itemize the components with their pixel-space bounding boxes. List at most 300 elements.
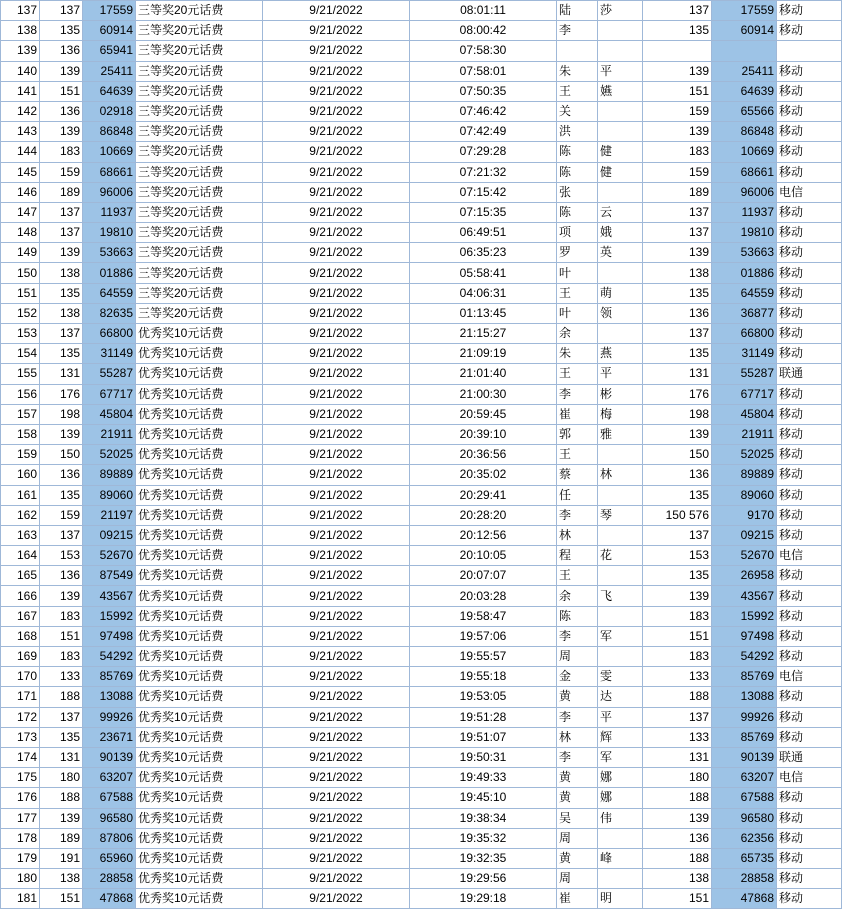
date-cell[interactable]: 9/21/2022 — [263, 202, 410, 222]
surname-cell[interactable]: 吴 — [557, 808, 598, 828]
table-row[interactable] — [1, 889, 842, 909]
ticket-number-left-cell[interactable]: 137 — [40, 202, 83, 222]
ticket-number-right-cell[interactable]: 151 — [643, 81, 712, 101]
time-cell[interactable]: 07:58:01 — [410, 61, 557, 81]
selected-code-2-cell[interactable]: 36877 — [712, 303, 777, 323]
table-row[interactable] — [1, 485, 842, 505]
given-name-cell[interactable]: 林 — [598, 465, 643, 485]
prize-type-cell[interactable]: 三等奖20元话费 — [136, 21, 263, 41]
time-cell[interactable]: 01:13:45 — [410, 303, 557, 323]
selected-code-2-cell[interactable]: 52025 — [712, 445, 777, 465]
surname-cell[interactable]: 黄 — [557, 848, 598, 868]
given-name-cell[interactable]: 辉 — [598, 727, 643, 747]
table-row[interactable] — [1, 586, 842, 606]
row-number-cell[interactable]: 156 — [1, 384, 40, 404]
selected-code-cell[interactable]: 31149 — [83, 344, 136, 364]
row-number-cell[interactable]: 166 — [1, 586, 40, 606]
table-row[interactable] — [1, 364, 842, 384]
surname-cell[interactable]: 李 — [557, 384, 598, 404]
given-name-cell[interactable]: 莎 — [598, 1, 643, 21]
date-cell[interactable]: 9/21/2022 — [263, 828, 410, 848]
row-number-cell[interactable]: 177 — [1, 808, 40, 828]
surname-cell[interactable] — [557, 41, 598, 61]
date-cell[interactable]: 9/21/2022 — [263, 223, 410, 243]
prize-type-cell[interactable]: 优秀奖10元话费 — [136, 667, 263, 687]
surname-cell[interactable]: 陈 — [557, 142, 598, 162]
ticket-number-left-cell[interactable]: 137 — [40, 525, 83, 545]
time-cell[interactable]: 20:29:41 — [410, 485, 557, 505]
prize-type-cell[interactable]: 优秀奖10元话费 — [136, 848, 263, 868]
table-row[interactable] — [1, 41, 842, 61]
surname-cell[interactable]: 陈 — [557, 202, 598, 222]
prize-type-cell[interactable]: 优秀奖10元话费 — [136, 747, 263, 767]
time-cell[interactable]: 19:49:33 — [410, 768, 557, 788]
selected-code-cell[interactable]: 54292 — [83, 647, 136, 667]
time-cell[interactable]: 19:32:35 — [410, 848, 557, 868]
table-row[interactable] — [1, 505, 842, 525]
ticket-number-right-cell[interactable]: 139 — [643, 243, 712, 263]
carrier-cell[interactable]: 移动 — [777, 465, 842, 485]
date-cell[interactable]: 9/21/2022 — [263, 424, 410, 444]
row-number-cell[interactable]: 144 — [1, 142, 40, 162]
table-row[interactable] — [1, 848, 842, 868]
table-row[interactable] — [1, 525, 842, 545]
selected-code-cell[interactable]: 64559 — [83, 283, 136, 303]
time-cell[interactable]: 20:10:05 — [410, 546, 557, 566]
selected-code-cell[interactable]: 21911 — [83, 424, 136, 444]
carrier-cell[interactable]: 移动 — [777, 142, 842, 162]
given-name-cell[interactable]: 雯 — [598, 667, 643, 687]
time-cell[interactable]: 19:53:05 — [410, 687, 557, 707]
selected-code-2-cell[interactable]: 86848 — [712, 122, 777, 142]
selected-code-2-cell[interactable]: 97498 — [712, 626, 777, 646]
time-cell[interactable]: 19:35:32 — [410, 828, 557, 848]
carrier-cell[interactable]: 移动 — [777, 283, 842, 303]
row-number-cell[interactable]: 159 — [1, 445, 40, 465]
time-cell[interactable]: 19:38:34 — [410, 808, 557, 828]
ticket-number-left-cell[interactable]: 135 — [40, 485, 83, 505]
carrier-cell[interactable]: 移动 — [777, 243, 842, 263]
ticket-number-right-cell[interactable]: 135 — [643, 485, 712, 505]
given-name-cell[interactable]: 平 — [598, 707, 643, 727]
table-row[interactable] — [1, 162, 842, 182]
time-cell[interactable]: 04:06:31 — [410, 283, 557, 303]
surname-cell[interactable]: 周 — [557, 647, 598, 667]
time-cell[interactable]: 07:15:42 — [410, 182, 557, 202]
time-cell[interactable]: 07:29:28 — [410, 142, 557, 162]
given-name-cell[interactable] — [598, 525, 643, 545]
ticket-number-left-cell[interactable]: 139 — [40, 122, 83, 142]
row-number-cell[interactable]: 141 — [1, 81, 40, 101]
carrier-cell[interactable]: 移动 — [777, 81, 842, 101]
selected-code-2-cell[interactable]: 65735 — [712, 848, 777, 868]
given-name-cell[interactable] — [598, 606, 643, 626]
selected-code-2-cell[interactable]: 60914 — [712, 21, 777, 41]
prize-type-cell[interactable]: 三等奖20元话费 — [136, 101, 263, 121]
selected-code-cell[interactable]: 13088 — [83, 687, 136, 707]
selected-code-cell[interactable]: 55287 — [83, 364, 136, 384]
prize-type-cell[interactable]: 优秀奖10元话费 — [136, 344, 263, 364]
prize-type-cell[interactable]: 三等奖20元话费 — [136, 223, 263, 243]
date-cell[interactable]: 9/21/2022 — [263, 142, 410, 162]
selected-code-cell[interactable]: 89889 — [83, 465, 136, 485]
table-row[interactable] — [1, 202, 842, 222]
date-cell[interactable]: 9/21/2022 — [263, 647, 410, 667]
ticket-number-left-cell[interactable]: 139 — [40, 586, 83, 606]
carrier-cell[interactable]: 电信 — [777, 667, 842, 687]
ticket-number-left-cell[interactable]: 136 — [40, 566, 83, 586]
date-cell[interactable]: 9/21/2022 — [263, 485, 410, 505]
carrier-cell[interactable]: 电信 — [777, 182, 842, 202]
surname-cell[interactable]: 洪 — [557, 122, 598, 142]
ticket-number-right-cell[interactable]: 159 — [643, 162, 712, 182]
ticket-number-right-cell[interactable]: 137 — [643, 324, 712, 344]
given-name-cell[interactable] — [598, 566, 643, 586]
date-cell[interactable]: 9/21/2022 — [263, 626, 410, 646]
table-row[interactable] — [1, 324, 842, 344]
row-number-cell[interactable]: 138 — [1, 21, 40, 41]
ticket-number-right-cell[interactable]: 189 — [643, 182, 712, 202]
selected-code-cell[interactable]: 28858 — [83, 869, 136, 889]
ticket-number-left-cell[interactable]: 189 — [40, 828, 83, 848]
given-name-cell[interactable] — [598, 828, 643, 848]
surname-cell[interactable]: 王 — [557, 283, 598, 303]
row-number-cell[interactable]: 178 — [1, 828, 40, 848]
ticket-number-right-cell[interactable]: 139 — [643, 424, 712, 444]
row-number-cell[interactable]: 179 — [1, 848, 40, 868]
given-name-cell[interactable]: 彬 — [598, 384, 643, 404]
surname-cell[interactable]: 蔡 — [557, 465, 598, 485]
table-row[interactable] — [1, 142, 842, 162]
date-cell[interactable]: 9/21/2022 — [263, 162, 410, 182]
date-cell[interactable]: 9/21/2022 — [263, 21, 410, 41]
carrier-cell[interactable]: 移动 — [777, 445, 842, 465]
ticket-number-right-cell[interactable]: 151 — [643, 626, 712, 646]
carrier-cell[interactable]: 移动 — [777, 586, 842, 606]
ticket-number-right-cell[interactable]: 137 — [643, 1, 712, 21]
row-number-cell[interactable]: 172 — [1, 707, 40, 727]
surname-cell[interactable]: 关 — [557, 101, 598, 121]
table-row[interactable] — [1, 788, 842, 808]
given-name-cell[interactable]: 琴 — [598, 505, 643, 525]
surname-cell[interactable]: 余 — [557, 586, 598, 606]
surname-cell[interactable]: 黄 — [557, 687, 598, 707]
time-cell[interactable]: 19:57:06 — [410, 626, 557, 646]
selected-code-2-cell[interactable]: 68661 — [712, 162, 777, 182]
ticket-number-left-cell[interactable]: 137 — [40, 707, 83, 727]
time-cell[interactable]: 05:58:41 — [410, 263, 557, 283]
ticket-number-left-cell[interactable]: 138 — [40, 263, 83, 283]
date-cell[interactable]: 9/21/2022 — [263, 808, 410, 828]
selected-code-2-cell[interactable]: 99926 — [712, 707, 777, 727]
given-name-cell[interactable] — [598, 263, 643, 283]
time-cell[interactable]: 07:15:35 — [410, 202, 557, 222]
selected-code-2-cell[interactable]: 67588 — [712, 788, 777, 808]
selected-code-cell[interactable]: 67717 — [83, 384, 136, 404]
prize-type-cell[interactable]: 三等奖20元话费 — [136, 303, 263, 323]
table-row[interactable] — [1, 747, 842, 767]
ticket-number-left-cell[interactable]: 136 — [40, 101, 83, 121]
row-number-cell[interactable]: 152 — [1, 303, 40, 323]
selected-code-2-cell[interactable]: 67717 — [712, 384, 777, 404]
ticket-number-left-cell[interactable]: 135 — [40, 344, 83, 364]
prize-type-cell[interactable]: 优秀奖10元话费 — [136, 889, 263, 909]
surname-cell[interactable]: 朱 — [557, 61, 598, 81]
ticket-number-left-cell[interactable]: 133 — [40, 667, 83, 687]
surname-cell[interactable]: 周 — [557, 828, 598, 848]
selected-code-2-cell[interactable] — [712, 41, 777, 61]
selected-code-2-cell[interactable]: 10669 — [712, 142, 777, 162]
row-number-cell[interactable]: 176 — [1, 788, 40, 808]
ticket-number-left-cell[interactable]: 138 — [40, 869, 83, 889]
selected-code-cell[interactable]: 99926 — [83, 707, 136, 727]
selected-code-2-cell[interactable]: 85769 — [712, 727, 777, 747]
surname-cell[interactable]: 任 — [557, 485, 598, 505]
ticket-number-left-cell[interactable]: 137 — [40, 1, 83, 21]
prize-type-cell[interactable]: 优秀奖10元话费 — [136, 647, 263, 667]
carrier-cell[interactable]: 移动 — [777, 788, 842, 808]
carrier-cell[interactable]: 移动 — [777, 485, 842, 505]
ticket-number-left-cell[interactable]: 139 — [40, 243, 83, 263]
carrier-cell[interactable]: 移动 — [777, 707, 842, 727]
date-cell[interactable]: 9/21/2022 — [263, 41, 410, 61]
given-name-cell[interactable] — [598, 101, 643, 121]
time-cell[interactable]: 20:35:02 — [410, 465, 557, 485]
surname-cell[interactable]: 李 — [557, 21, 598, 41]
ticket-number-right-cell[interactable]: 135 — [643, 283, 712, 303]
row-number-cell[interactable]: 170 — [1, 667, 40, 687]
ticket-number-left-cell[interactable]: 139 — [40, 61, 83, 81]
surname-cell[interactable]: 罗 — [557, 243, 598, 263]
carrier-cell[interactable]: 移动 — [777, 808, 842, 828]
time-cell[interactable]: 19:55:18 — [410, 667, 557, 687]
time-cell[interactable]: 07:42:49 — [410, 122, 557, 142]
prize-type-cell[interactable]: 优秀奖10元话费 — [136, 586, 263, 606]
time-cell[interactable]: 20:12:56 — [410, 525, 557, 545]
ticket-number-right-cell[interactable]: 131 — [643, 364, 712, 384]
carrier-cell[interactable]: 移动 — [777, 223, 842, 243]
selected-code-2-cell[interactable]: 21911 — [712, 424, 777, 444]
date-cell[interactable]: 9/21/2022 — [263, 848, 410, 868]
given-name-cell[interactable]: 娜 — [598, 768, 643, 788]
ticket-number-right-cell[interactable]: 138 — [643, 869, 712, 889]
carrier-cell[interactable]: 移动 — [777, 303, 842, 323]
given-name-cell[interactable]: 嬿 — [598, 81, 643, 101]
surname-cell[interactable]: 李 — [557, 626, 598, 646]
carrier-cell[interactable]: 移动 — [777, 606, 842, 626]
table-row[interactable] — [1, 283, 842, 303]
ticket-number-left-cell[interactable]: 198 — [40, 404, 83, 424]
carrier-cell[interactable]: 移动 — [777, 848, 842, 868]
row-number-cell[interactable]: 171 — [1, 687, 40, 707]
selected-code-cell[interactable]: 52670 — [83, 546, 136, 566]
table-row[interactable] — [1, 707, 842, 727]
row-number-cell[interactable]: 174 — [1, 747, 40, 767]
selected-code-cell[interactable]: 65941 — [83, 41, 136, 61]
row-number-cell[interactable]: 148 — [1, 223, 40, 243]
prize-type-cell[interactable]: 优秀奖10元话费 — [136, 546, 263, 566]
ticket-number-right-cell[interactable]: 131 — [643, 747, 712, 767]
surname-cell[interactable]: 金 — [557, 667, 598, 687]
selected-code-cell[interactable]: 17559 — [83, 1, 136, 21]
surname-cell[interactable]: 崔 — [557, 889, 598, 909]
ticket-number-right-cell[interactable]: 136 — [643, 303, 712, 323]
date-cell[interactable]: 9/21/2022 — [263, 727, 410, 747]
date-cell[interactable]: 9/21/2022 — [263, 606, 410, 626]
given-name-cell[interactable]: 明 — [598, 889, 643, 909]
ticket-number-left-cell[interactable]: 151 — [40, 626, 83, 646]
selected-code-cell[interactable]: 10669 — [83, 142, 136, 162]
row-number-cell[interactable]: 143 — [1, 122, 40, 142]
prize-type-cell[interactable]: 三等奖20元话费 — [136, 1, 263, 21]
date-cell[interactable]: 9/21/2022 — [263, 687, 410, 707]
date-cell[interactable]: 9/21/2022 — [263, 61, 410, 81]
prize-type-cell[interactable]: 优秀奖10元话费 — [136, 788, 263, 808]
prize-type-cell[interactable]: 优秀奖10元话费 — [136, 485, 263, 505]
surname-cell[interactable]: 李 — [557, 505, 598, 525]
date-cell[interactable]: 9/21/2022 — [263, 81, 410, 101]
selected-code-2-cell[interactable]: 26958 — [712, 566, 777, 586]
ticket-number-right-cell[interactable]: 153 — [643, 546, 712, 566]
time-cell[interactable]: 21:09:19 — [410, 344, 557, 364]
selected-code-2-cell[interactable]: 11937 — [712, 202, 777, 222]
date-cell[interactable]: 9/21/2022 — [263, 586, 410, 606]
carrier-cell[interactable]: 移动 — [777, 828, 842, 848]
prize-type-cell[interactable]: 优秀奖10元话费 — [136, 566, 263, 586]
row-number-cell[interactable]: 158 — [1, 424, 40, 444]
time-cell[interactable]: 20:07:07 — [410, 566, 557, 586]
ticket-number-right-cell[interactable]: 183 — [643, 606, 712, 626]
carrier-cell[interactable]: 移动 — [777, 202, 842, 222]
given-name-cell[interactable] — [598, 182, 643, 202]
time-cell[interactable]: 08:01:11 — [410, 1, 557, 21]
selected-code-2-cell[interactable]: 45804 — [712, 404, 777, 424]
time-cell[interactable]: 20:36:56 — [410, 445, 557, 465]
given-name-cell[interactable]: 雅 — [598, 424, 643, 444]
date-cell[interactable]: 9/21/2022 — [263, 344, 410, 364]
surname-cell[interactable]: 王 — [557, 445, 598, 465]
date-cell[interactable]: 9/21/2022 — [263, 122, 410, 142]
surname-cell[interactable]: 崔 — [557, 404, 598, 424]
selected-code-cell[interactable]: 64639 — [83, 81, 136, 101]
ticket-number-left-cell[interactable]: 188 — [40, 687, 83, 707]
date-cell[interactable]: 9/21/2022 — [263, 445, 410, 465]
carrier-cell[interactable]: 移动 — [777, 61, 842, 81]
selected-code-cell[interactable]: 97498 — [83, 626, 136, 646]
table-row[interactable] — [1, 647, 842, 667]
prize-type-cell[interactable]: 优秀奖10元话费 — [136, 525, 263, 545]
time-cell[interactable]: 19:45:10 — [410, 788, 557, 808]
row-number-cell[interactable]: 153 — [1, 324, 40, 344]
surname-cell[interactable]: 郭 — [557, 424, 598, 444]
carrier-cell[interactable]: 移动 — [777, 1, 842, 21]
surname-cell[interactable]: 程 — [557, 546, 598, 566]
row-number-cell[interactable]: 145 — [1, 162, 40, 182]
given-name-cell[interactable] — [598, 869, 643, 889]
table-row[interactable] — [1, 869, 842, 889]
time-cell[interactable]: 21:00:30 — [410, 384, 557, 404]
prize-type-cell[interactable]: 优秀奖10元话费 — [136, 465, 263, 485]
ticket-number-left-cell[interactable]: 191 — [40, 848, 83, 868]
given-name-cell[interactable]: 平 — [598, 61, 643, 81]
table-row[interactable] — [1, 667, 842, 687]
surname-cell[interactable]: 林 — [557, 525, 598, 545]
ticket-number-left-cell[interactable]: 183 — [40, 142, 83, 162]
time-cell[interactable]: 07:46:42 — [410, 101, 557, 121]
prize-type-cell[interactable]: 三等奖20元话费 — [136, 41, 263, 61]
selected-code-cell[interactable]: 01886 — [83, 263, 136, 283]
selected-code-2-cell[interactable]: 54292 — [712, 647, 777, 667]
ticket-number-left-cell[interactable]: 176 — [40, 384, 83, 404]
selected-code-cell[interactable]: 45804 — [83, 404, 136, 424]
prize-type-cell[interactable]: 三等奖20元话费 — [136, 182, 263, 202]
selected-code-cell[interactable]: 23671 — [83, 727, 136, 747]
date-cell[interactable]: 9/21/2022 — [263, 869, 410, 889]
carrier-cell[interactable] — [777, 41, 842, 61]
date-cell[interactable]: 9/21/2022 — [263, 546, 410, 566]
table-row[interactable] — [1, 768, 842, 788]
selected-code-2-cell[interactable]: 52670 — [712, 546, 777, 566]
selected-code-cell[interactable]: 96006 — [83, 182, 136, 202]
row-number-cell[interactable]: 150 — [1, 263, 40, 283]
given-name-cell[interactable]: 领 — [598, 303, 643, 323]
selected-code-cell[interactable]: 87549 — [83, 566, 136, 586]
prize-type-cell[interactable]: 优秀奖10元话费 — [136, 828, 263, 848]
row-number-cell[interactable]: 161 — [1, 485, 40, 505]
time-cell[interactable]: 07:21:32 — [410, 162, 557, 182]
given-name-cell[interactable]: 花 — [598, 546, 643, 566]
given-name-cell[interactable] — [598, 485, 643, 505]
table-row[interactable] — [1, 828, 842, 848]
prize-type-cell[interactable]: 优秀奖10元话费 — [136, 505, 263, 525]
date-cell[interactable]: 9/21/2022 — [263, 667, 410, 687]
table-row[interactable] — [1, 122, 842, 142]
given-name-cell[interactable] — [598, 445, 643, 465]
ticket-number-left-cell[interactable]: 136 — [40, 465, 83, 485]
carrier-cell[interactable]: 移动 — [777, 101, 842, 121]
time-cell[interactable]: 08:00:42 — [410, 21, 557, 41]
carrier-cell[interactable]: 移动 — [777, 324, 842, 344]
prize-type-cell[interactable]: 优秀奖10元话费 — [136, 869, 263, 889]
selected-code-2-cell[interactable]: 43567 — [712, 586, 777, 606]
ticket-number-right-cell[interactable]: 138 — [643, 263, 712, 283]
selected-code-2-cell[interactable]: 47868 — [712, 889, 777, 909]
table-row[interactable] — [1, 344, 842, 364]
ticket-number-right-cell[interactable]: 151 — [643, 889, 712, 909]
date-cell[interactable]: 9/21/2022 — [263, 182, 410, 202]
surname-cell[interactable]: 王 — [557, 81, 598, 101]
row-number-cell[interactable]: 180 — [1, 869, 40, 889]
prize-type-cell[interactable]: 三等奖20元话费 — [136, 202, 263, 222]
given-name-cell[interactable]: 燕 — [598, 344, 643, 364]
selected-code-2-cell[interactable]: 85769 — [712, 667, 777, 687]
ticket-number-left-cell[interactable]: 135 — [40, 283, 83, 303]
time-cell[interactable]: 19:58:47 — [410, 606, 557, 626]
carrier-cell[interactable]: 移动 — [777, 384, 842, 404]
date-cell[interactable]: 9/21/2022 — [263, 263, 410, 283]
prize-type-cell[interactable]: 优秀奖10元话费 — [136, 687, 263, 707]
ticket-number-right-cell[interactable] — [643, 41, 712, 61]
selected-code-cell[interactable]: 47868 — [83, 889, 136, 909]
table-row[interactable] — [1, 182, 842, 202]
row-number-cell[interactable]: 181 — [1, 889, 40, 909]
prize-type-cell[interactable]: 优秀奖10元话费 — [136, 727, 263, 747]
selected-code-2-cell[interactable]: 17559 — [712, 1, 777, 21]
selected-code-2-cell[interactable]: 89889 — [712, 465, 777, 485]
selected-code-cell[interactable]: 52025 — [83, 445, 136, 465]
selected-code-cell[interactable]: 67588 — [83, 788, 136, 808]
table-row[interactable] — [1, 243, 842, 263]
